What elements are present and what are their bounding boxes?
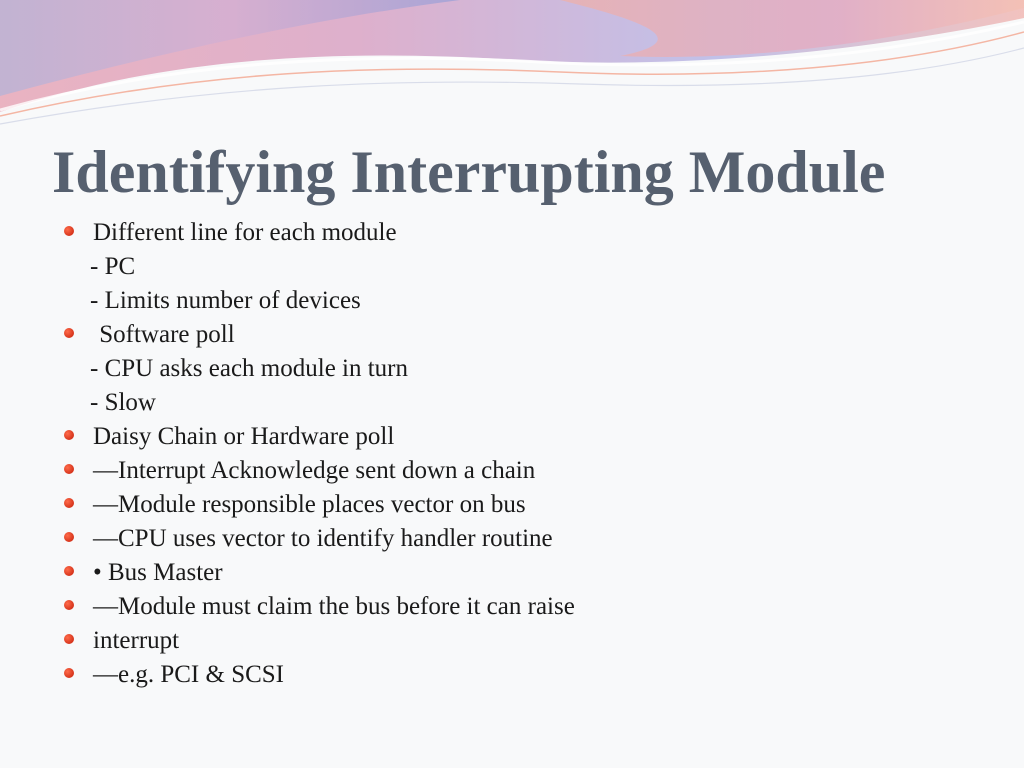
list-item-text: —Module responsible places vector on bus: [93, 491, 526, 518]
header-wave-decoration: [0, 0, 1024, 130]
list-item-text: Different line for each module: [93, 219, 397, 246]
list-item-text: - CPU asks each module in turn: [90, 355, 409, 382]
bullet-list: [62, 216, 1002, 692]
list-item: [62, 658, 1002, 692]
list-item: [62, 590, 1002, 624]
bullet-dot-icon: [64, 328, 74, 338]
slide-title: Identifying Interrupting Module: [52, 139, 886, 205]
bullet-dot-icon: [64, 430, 74, 440]
list-item: [62, 318, 1002, 352]
list-item-text: Daisy Chain or Hardware poll: [93, 423, 395, 450]
list-item-text: - PC: [90, 253, 136, 280]
list-item-text: - Slow: [90, 389, 156, 416]
list-item: [62, 216, 1002, 250]
list-item-text: —CPU uses vector to identify handler routine: [93, 525, 553, 552]
list-sub-item: [62, 284, 1002, 318]
list-item-text: interrupt: [93, 627, 180, 654]
bullet-dot-icon: [64, 634, 74, 644]
list-item: [62, 522, 1002, 556]
bullet-dot-icon: [64, 566, 74, 576]
list-item: [62, 556, 1002, 590]
list-item-text: —Module must claim the bus before it can raise: [93, 593, 575, 620]
list-item-text: —e.g. PCI & SCSI: [93, 661, 285, 688]
list-sub-item: [62, 352, 1002, 386]
list-item-text: —Interrupt Acknowledge sent down a chain: [93, 457, 536, 484]
list-sub-item: [62, 386, 1002, 420]
list-sub-item: [62, 250, 1002, 284]
list-item: [62, 420, 1002, 454]
list-item: [62, 488, 1002, 522]
bullet-dot-icon: [64, 532, 74, 542]
bullet-dot-icon: [64, 226, 74, 236]
bullet-dot-icon: [64, 668, 74, 678]
bullet-dot-icon: [64, 600, 74, 610]
bullet-dot-icon: [64, 498, 74, 508]
bullet-dot-icon: [64, 464, 74, 474]
list-item-text: Software poll: [93, 321, 235, 348]
list-item-text: • Bus Master: [93, 559, 223, 586]
list-item-text: - Limits number of devices: [90, 287, 361, 314]
list-item: [62, 454, 1002, 488]
list-item: [62, 624, 1002, 658]
